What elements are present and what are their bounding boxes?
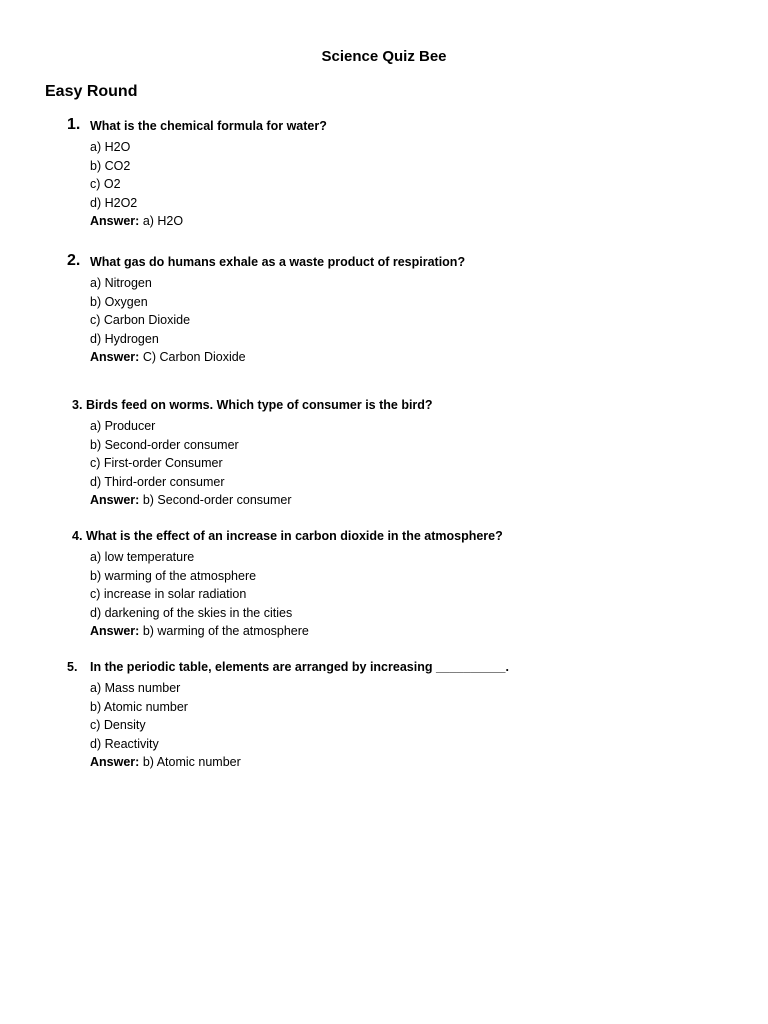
question-3 <box>0 398 700 510</box>
question-1 <box>0 116 700 231</box>
options-list <box>0 274 700 348</box>
option-c: c) increase in solar radiation <box>90 587 247 602</box>
question-line <box>0 116 700 138</box>
option-d: d) darkening of the skies in the cities <box>90 605 293 620</box>
options-list <box>0 138 700 212</box>
option-d: d) Reactivity <box>90 736 159 751</box>
answer-label: Answer: <box>90 214 140 229</box>
question-2 <box>0 252 700 367</box>
question-number: 4. <box>72 529 83 543</box>
option-b: b) Oxygen <box>90 294 148 309</box>
question-number: 2. <box>67 252 81 269</box>
option-b: b) Atomic number <box>90 699 188 714</box>
options-list <box>0 417 700 491</box>
question-4 <box>0 529 700 641</box>
option-a: a) Producer <box>90 419 156 433</box>
answer-line <box>0 212 700 231</box>
round-heading: Easy Round <box>45 83 138 100</box>
question-text: Birds feed on worms. Which type of consumer is the bird? <box>86 398 433 412</box>
option-d: d) Third-order consumer <box>90 474 225 489</box>
question-text: What gas do humans exhale as a waste product of respiration? <box>90 255 466 269</box>
answer-label: Answer: <box>90 755 140 770</box>
answer-line <box>0 622 700 641</box>
option-c: c) First-order Consumer <box>90 456 223 471</box>
option-d: d) H2O2 <box>90 195 138 210</box>
question-line <box>0 252 700 274</box>
answer-label: Answer: <box>90 493 140 508</box>
question-number: 5. <box>67 660 78 674</box>
answer-label: Answer: <box>90 624 140 639</box>
question-line <box>0 398 700 417</box>
options-list <box>0 548 700 622</box>
option-a: a) Nitrogen <box>90 276 152 290</box>
option-a: a) H2O <box>90 140 131 154</box>
document-title <box>0 48 768 65</box>
answer-value: b) warming of the atmosphere <box>142 624 309 639</box>
option-a: a) low temperature <box>90 550 195 564</box>
answer-value: b) Second-order consumer <box>142 493 292 508</box>
question-text: What is the chemical formula for water? <box>90 119 327 133</box>
option-b: b) warming of the atmosphere <box>90 568 257 583</box>
answer-value: C) Carbon Dioxide <box>142 350 246 365</box>
options-list <box>0 679 700 753</box>
answer-label: Answer: <box>90 350 140 365</box>
question-number: 3. <box>72 398 83 412</box>
option-b: b) CO2 <box>90 158 131 173</box>
option-a: a) Mass number <box>90 681 181 695</box>
question-text: What is the effect of an increase in carbon dioxide in the atmosphere? <box>86 529 503 543</box>
question-line <box>0 529 700 548</box>
answer-value: a) H2O <box>142 214 184 229</box>
question-text: In the periodic table, elements are arranged by increasing __________. <box>90 660 509 674</box>
question-number: 1. <box>67 116 81 133</box>
option-b: b) Second-order consumer <box>90 437 239 452</box>
question-5 <box>0 660 700 772</box>
option-d: d) Hydrogen <box>90 331 159 346</box>
option-c: c) Density <box>90 718 146 733</box>
answer-line <box>0 348 700 367</box>
document-title-text: Science Quiz Bee <box>321 48 447 65</box>
option-c: c) O2 <box>90 177 121 192</box>
answer-value: b) Atomic number <box>142 755 241 770</box>
question-line <box>0 660 700 679</box>
answer-line <box>0 753 700 772</box>
answer-line <box>0 491 700 510</box>
option-c: c) Carbon Dioxide <box>90 313 191 328</box>
